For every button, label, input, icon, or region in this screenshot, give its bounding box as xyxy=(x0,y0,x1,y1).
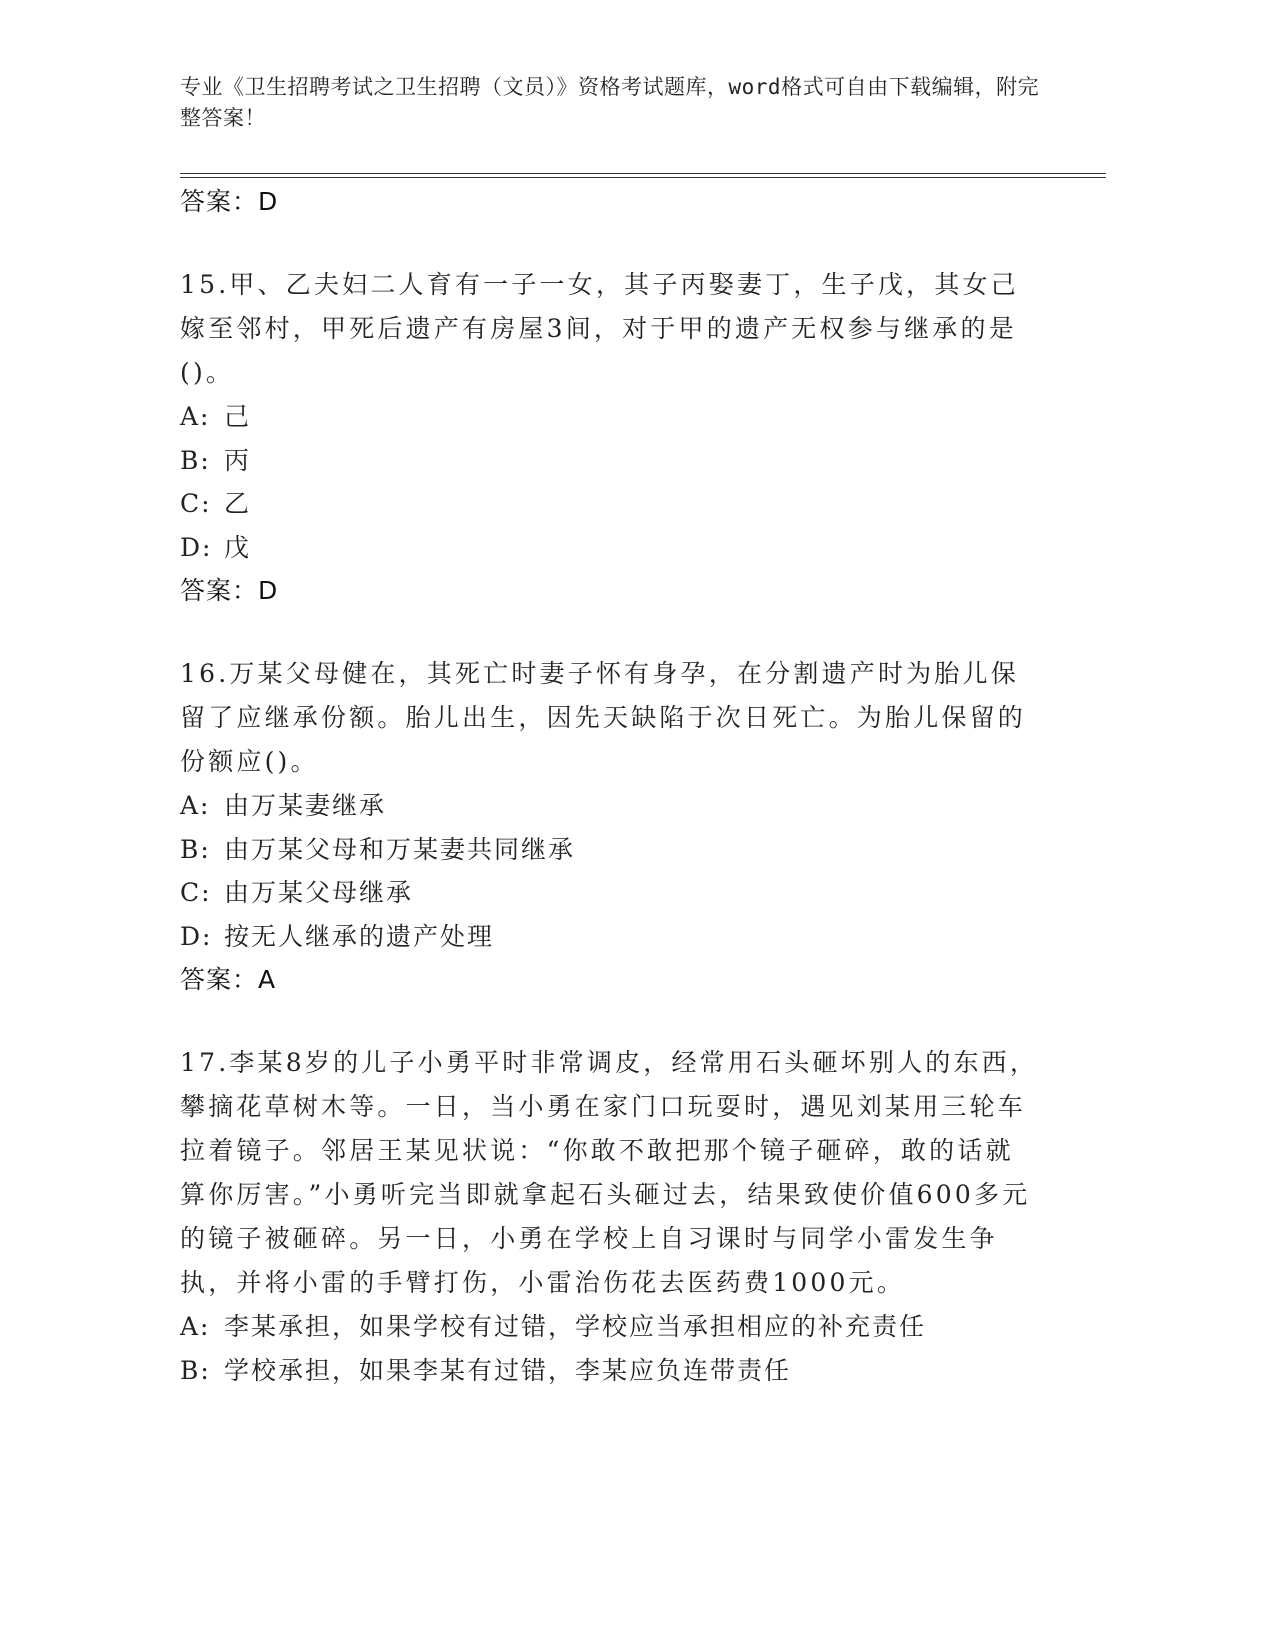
option-label: D: xyxy=(180,532,213,562)
option-label: A: xyxy=(180,1312,211,1341)
option-label: B: xyxy=(180,834,211,864)
option-b xyxy=(180,828,1040,872)
option-text: 丙 xyxy=(224,445,252,475)
option-b xyxy=(180,439,1040,483)
answer-label: 答案：D xyxy=(180,576,279,605)
option-c xyxy=(180,871,1040,915)
question-stem: 15.甲、乙夫妇二人育有一子一女，其子丙娶妻丁，生子戊，其女己嫁至邻村，甲死后遗产有房屋3间，对于甲的遗产无权参与继承的是()。 xyxy=(180,270,1019,387)
option-label: A: xyxy=(180,791,211,820)
option-text: 乙 xyxy=(224,489,252,518)
option-text: 学校承担，如果李某有过错，李某应负连带责任 xyxy=(224,1355,792,1385)
option-label: C: xyxy=(180,489,212,518)
option-text: 戊 xyxy=(224,532,252,562)
option-text: 由万某父母和万某妻共同继承 xyxy=(224,834,576,864)
option-label: B: xyxy=(180,1355,211,1385)
question-16 xyxy=(180,652,1040,1002)
option-text: 李某承担，如果学校有过错，学校应当承担相应的补充责任 xyxy=(224,1312,927,1341)
header-divider-line xyxy=(180,173,1106,174)
question-17 xyxy=(180,1041,1040,1392)
document-body xyxy=(180,180,1040,1392)
question-stem: 17.李某8岁的儿子小勇平时非常调皮，经常用石头砸坏别人的东西，攀摘花草树木等。一日，当小勇在家门口玩耍时，遇见刘某用三轮车拉着镜子。邻居王某见状说：“你敢不敢把那个镜子砸碎，敢的话就算你厉害。”小勇听完当即就拿起石头砸过去，结果致使价值600多元的镜子被砸碎。另一日，小勇在学校上自习课时与同学小雷发生争执，并将小雷的手臂打伤，小雷治伤花去医药费1000元。 xyxy=(180,1048,1039,1297)
option-label: D: xyxy=(180,921,213,951)
header-divider-line xyxy=(180,177,1106,178)
question-15 xyxy=(180,263,1040,613)
option-a xyxy=(180,784,1040,828)
option-a xyxy=(180,1305,1040,1349)
option-c xyxy=(180,482,1040,526)
document-header xyxy=(180,72,1060,134)
question-stem: 16.万某父母健在，其死亡时妻子怀有身孕，在分割遗产时为胎儿保留了应继承份额。胎儿出生，因先天缺陷于次日死亡。为胎儿保留的份额应()。 xyxy=(180,659,1027,776)
header-text: 专业《卫生招聘考试之卫生招聘（文员）》资格考试题库，word格式可自由下载编辑，附完整答案！ xyxy=(180,75,1040,130)
option-text: 按无人继承的遗产处理 xyxy=(224,921,495,951)
answer-label: 答案：D xyxy=(180,187,279,216)
option-text: 由万某妻继承 xyxy=(224,791,387,820)
option-text: 己 xyxy=(224,402,252,431)
option-d xyxy=(180,915,1040,959)
option-label: C: xyxy=(180,878,212,907)
option-label: B: xyxy=(180,445,211,475)
option-label: A: xyxy=(180,402,211,431)
option-b xyxy=(180,1349,1040,1393)
option-a xyxy=(180,395,1040,439)
option-d xyxy=(180,526,1040,570)
answer-label: 答案：A xyxy=(180,965,277,994)
option-text: 由万某父母继承 xyxy=(224,878,414,907)
